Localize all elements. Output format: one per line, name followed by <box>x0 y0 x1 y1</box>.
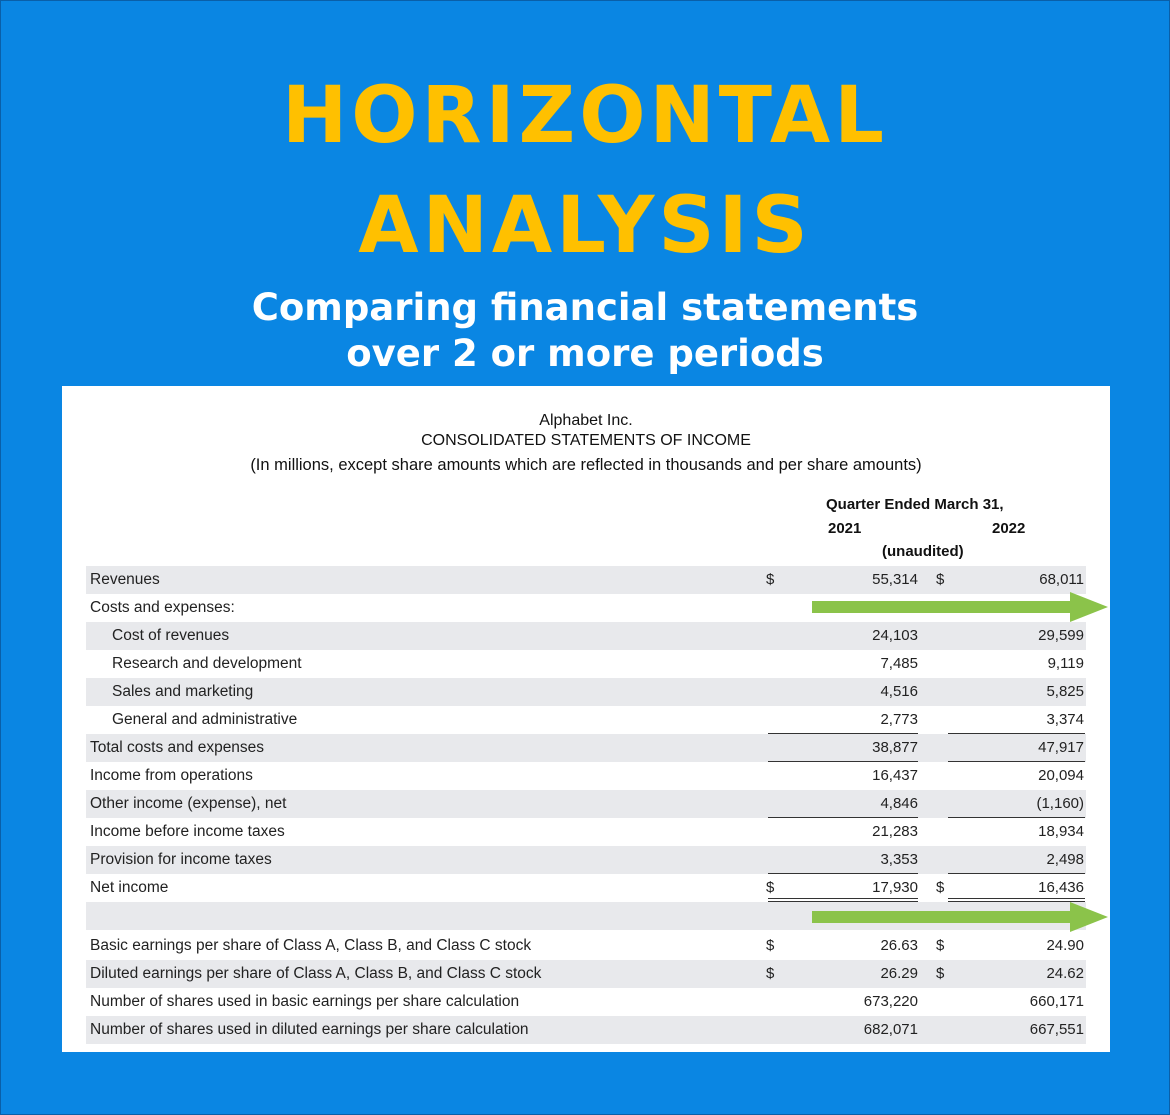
value-2022: 68,011 <box>1039 571 1084 588</box>
row-label: Sales and marketing <box>112 683 254 700</box>
table-row <box>86 706 1086 734</box>
currency-2022 <box>936 790 952 818</box>
value-2022: 47,917 <box>1038 739 1084 756</box>
rule-subtotal-2022 <box>948 733 1085 734</box>
row-label: Cost of revenues <box>112 627 230 644</box>
unaudited-label: (unaudited) <box>882 543 964 560</box>
row-label: Basic earnings per share of Class A, Class B, and Class C stock <box>90 937 532 954</box>
currency-2022 <box>936 762 952 790</box>
value-2021: 2,773 <box>880 711 918 728</box>
table-row <box>86 960 1086 988</box>
value-2022: 660,171 <box>1029 993 1084 1010</box>
rule-tax-2021 <box>768 873 918 874</box>
value-2021: 4,846 <box>880 795 918 812</box>
subtitle-line-2: over 2 or more periods <box>346 332 824 375</box>
title-line-1: HORIZONTAL <box>281 71 889 161</box>
value-2021: 682,071 <box>863 1021 918 1038</box>
currency-2022: $ <box>936 965 945 982</box>
value-2021: 7,485 <box>880 655 918 672</box>
value-2021: 16,437 <box>872 767 918 784</box>
rule-total-2021 <box>768 761 918 762</box>
rule-other-2022 <box>948 817 1085 818</box>
row-label: Diluted earnings per share of Class A, Class B, and Class C stock <box>90 965 542 982</box>
income-statement-card <box>62 386 1110 1052</box>
table-row <box>86 734 1086 762</box>
value-2021: 26.63 <box>880 937 918 954</box>
table-row <box>86 678 1086 706</box>
row-label: Net income <box>90 879 169 896</box>
currency-2021 <box>766 988 782 1016</box>
arrow-right-icon <box>812 902 1112 932</box>
value-2022: 24.62 <box>1046 965 1084 982</box>
table-row <box>86 874 1086 902</box>
table-row <box>86 622 1086 650</box>
value-2021: 24,103 <box>872 627 918 644</box>
table-row <box>86 566 1086 594</box>
table-row <box>86 846 1086 874</box>
currency-2021: $ <box>766 965 775 982</box>
currency-2021 <box>766 846 782 874</box>
row-label: Costs and expenses: <box>90 599 235 616</box>
value-2022: 3,374 <box>1046 711 1084 728</box>
currency-2022: $ <box>936 879 945 896</box>
currency-2021 <box>766 902 782 930</box>
row-label: Research and development <box>112 655 302 672</box>
rule-total-2022 <box>948 761 1085 762</box>
rule-tax-2022 <box>948 873 1085 874</box>
currency-2022 <box>936 650 952 678</box>
currency-2021 <box>766 622 782 650</box>
value-2021: 3,353 <box>880 851 918 868</box>
currency-2021 <box>766 818 782 846</box>
value-2021: 17,930 <box>872 879 918 896</box>
table-row <box>86 818 1086 846</box>
value-2022: 18,934 <box>1038 823 1084 840</box>
value-2022: 2,498 <box>1046 851 1084 868</box>
arrow-right-icon <box>812 592 1112 622</box>
currency-2022 <box>936 988 952 1016</box>
value-2022: (1,160) <box>1036 795 1084 812</box>
row-label: Total costs and expenses <box>90 739 265 756</box>
currency-2021 <box>766 706 782 734</box>
row-label: Income before income taxes <box>90 823 285 840</box>
value-2021: 26.29 <box>880 965 918 982</box>
currency-2022: $ <box>936 571 945 588</box>
currency-2021 <box>766 734 782 762</box>
table-row <box>86 1016 1086 1044</box>
currency-2021 <box>766 790 782 818</box>
table-row <box>86 988 1086 1016</box>
row-label: Provision for income taxes <box>90 851 272 868</box>
value-2022: 667,551 <box>1029 1021 1084 1038</box>
table-row <box>86 762 1086 790</box>
currency-2022 <box>936 846 952 874</box>
value-2022: 5,825 <box>1046 683 1084 700</box>
rule-other-2021 <box>768 817 918 818</box>
value-2021: 673,220 <box>863 993 918 1010</box>
value-2022: 16,436 <box>1038 879 1084 896</box>
statement-title: CONSOLIDATED STATEMENTS OF INCOME <box>421 432 751 449</box>
currency-2021 <box>766 1016 782 1044</box>
period-label: Quarter Ended March 31, <box>826 496 1004 513</box>
currency-2022 <box>936 1016 952 1044</box>
subtitle-line-1: Comparing financial statements <box>251 286 919 329</box>
rule-subtotal-2021 <box>768 733 918 734</box>
value-2021: 21,283 <box>872 823 918 840</box>
value-2021: 38,877 <box>872 739 918 756</box>
currency-2022 <box>936 818 952 846</box>
table-row <box>86 650 1086 678</box>
value-2021: 55,314 <box>872 571 918 588</box>
currency-2022 <box>936 706 952 734</box>
value-2022: 20,094 <box>1038 767 1084 784</box>
value-2022: 24.90 <box>1046 937 1084 954</box>
currency-2021: $ <box>766 571 775 588</box>
year-2022: 2022 <box>992 520 1026 537</box>
row-label: General and administrative <box>112 711 298 728</box>
row-label: Revenues <box>90 571 160 588</box>
statement-note: (In millions, except share amounts which are reflected in thousands and per share amounts) <box>250 456 922 474</box>
value-2022: 9,119 <box>1047 655 1084 672</box>
year-2021: 2021 <box>828 520 862 537</box>
currency-2022 <box>936 734 952 762</box>
currency-2021 <box>766 762 782 790</box>
currency-2021: $ <box>766 937 775 954</box>
currency-2021: $ <box>766 879 775 896</box>
row-label: Other income (expense), net <box>90 795 287 812</box>
currency-2021 <box>766 650 782 678</box>
title-line-2: ANALYSIS <box>358 181 812 271</box>
table-row <box>86 932 1086 960</box>
currency-2021 <box>766 678 782 706</box>
table-row <box>86 790 1086 818</box>
row-label: Number of shares used in basic earnings per share calculation <box>90 993 520 1010</box>
row-label: Income from operations <box>90 767 253 784</box>
currency-2022 <box>936 622 952 650</box>
currency-2021 <box>766 594 782 622</box>
company-name: Alphabet Inc. <box>539 412 633 429</box>
currency-2022: $ <box>936 937 945 954</box>
currency-2022 <box>936 678 952 706</box>
value-2022: 29,599 <box>1038 627 1084 644</box>
value-2021: 4,516 <box>880 683 918 700</box>
row-label: Number of shares used in diluted earnings per share calculation <box>90 1021 529 1038</box>
